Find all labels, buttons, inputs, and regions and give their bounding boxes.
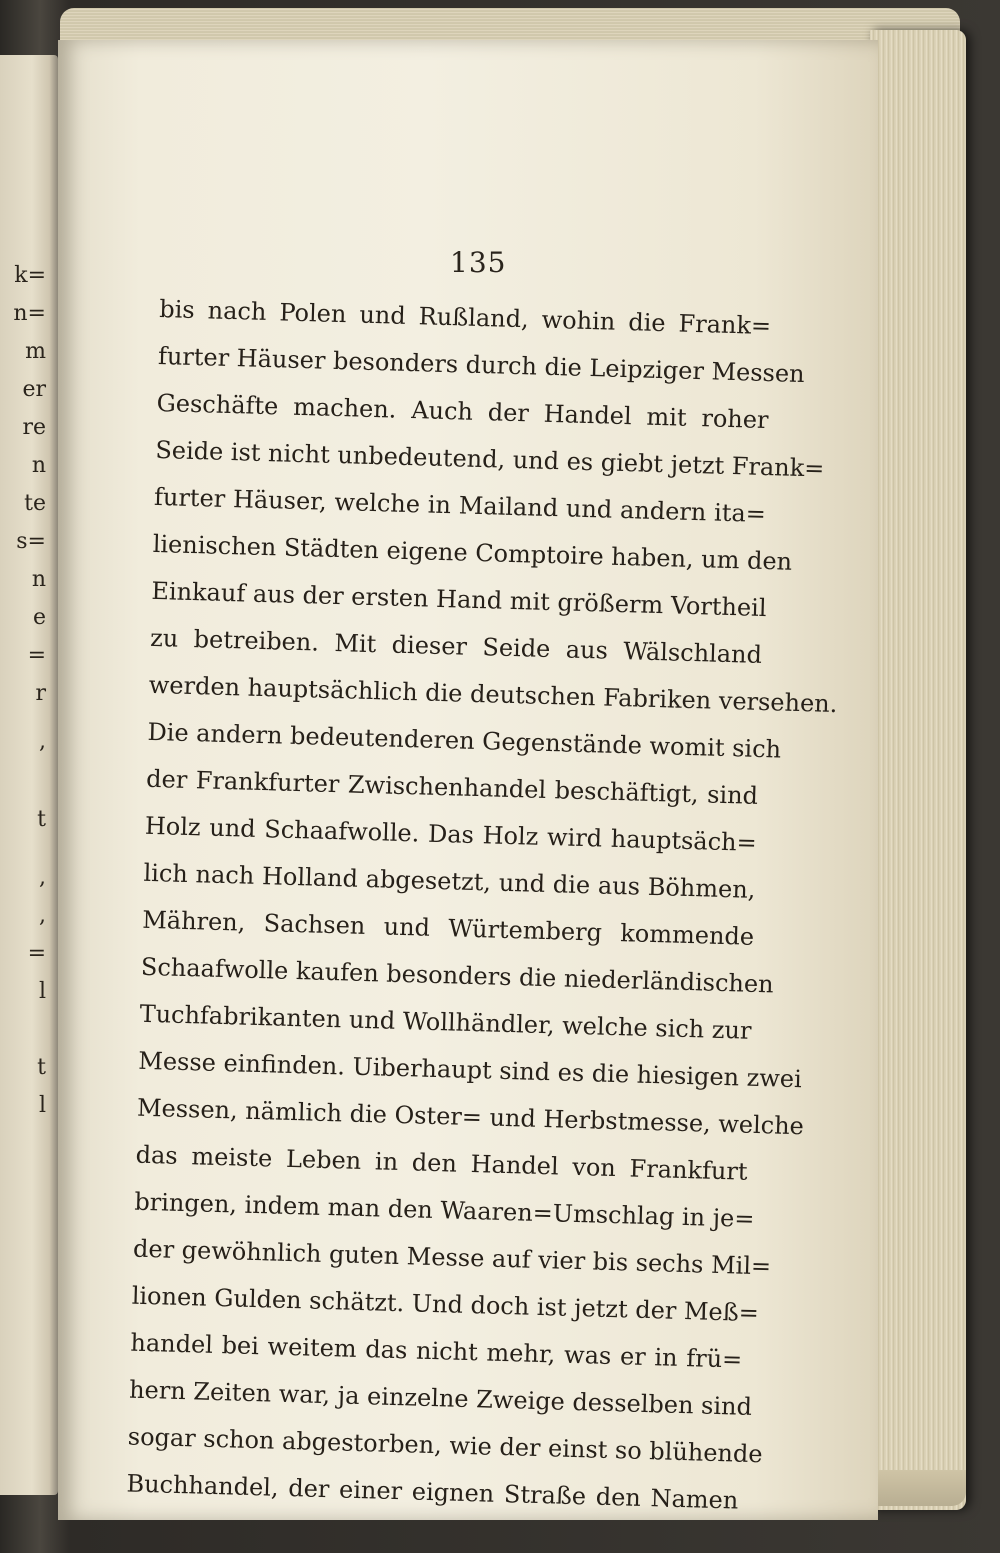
left-page-fragment: t <box>37 1055 46 1080</box>
text-line: lionen Gulden schätzt. Und doch ist jetzt der Meß= <box>131 1281 760 1328</box>
left-page-fragment: t <box>37 807 46 832</box>
text-line: hern Zeiten war, ja einzelne Zweige desselben sind <box>128 1375 753 1421</box>
left-page-fragment: re <box>22 415 46 440</box>
text-line: Tuchfabrikanten und Wollhändler, welche sich zur <box>139 999 752 1045</box>
text-line: Messe einfinden. Uiberhaupt sind es die hiesigen zwei <box>137 1046 803 1094</box>
left-page-fragment: l <box>38 979 46 1004</box>
text-line: Einkauf aus der ersten Hand mit größerm Vortheil <box>151 576 767 623</box>
text-line: furter Häuser besonders durch die Leipziger Messen <box>157 341 805 389</box>
left-page-fragment: , <box>39 903 46 928</box>
text-line: Geschäfte machen. Auch der Handel mit roher <box>156 388 769 435</box>
left-page-fragment: n <box>31 567 46 592</box>
text-line: der Frankfurter Zwischenhandel beschäftigt, sind <box>145 764 759 810</box>
text-line: zu betreiben. Mit dieser Seide aus Wälschland <box>149 623 763 669</box>
text-line: Mähren, Sachsen und Würtemberg kommende <box>141 905 755 951</box>
text-line: Buchhandel, der einer eignen Straße den Namen <box>126 1469 739 1515</box>
text-line: Die andern bedeutenderen Gegenstände womit sich <box>147 717 782 764</box>
left-page-fragment: l <box>38 1093 46 1118</box>
page-number: 135 <box>450 246 507 279</box>
text-line: der gewöhnlich guten Messe auf vier bis sechs Mil= <box>132 1234 772 1281</box>
text-line: furter Häuser, welche in Mailand und andern ita= <box>153 482 767 529</box>
text-line: bringen, indem man den Waaren=Umschlag in je= <box>134 1187 755 1233</box>
book-page <box>58 40 878 1520</box>
text-line: lienischen Städten eigene Comptoire haben, um den <box>152 529 793 576</box>
text-line: Messen, nämlich die Oster= und Herbstmesse, welche <box>136 1093 805 1141</box>
text-line: das meiste Leben in den Handel von Frankfurt <box>135 1140 748 1186</box>
page-block-fore-edge <box>870 30 966 1510</box>
left-page-fragment: m <box>25 339 46 364</box>
text-line: werden hauptsächlich die deutschen Fabriken versehen. <box>148 670 838 719</box>
left-page-fragment: , <box>39 865 46 890</box>
left-page-fragment: te <box>24 491 46 516</box>
text-line: bis nach Polen und Rußland, wohin die Frank= <box>158 294 772 341</box>
text-line: handel bei weitem das nicht mehr, was er in frü= <box>130 1328 743 1374</box>
left-page-fragment: er <box>22 377 46 402</box>
left-page-fragment: k= <box>14 263 46 288</box>
left-page-fragment: = <box>27 643 46 668</box>
text-line: Schaafwolle kaufen besonders die niederländischen <box>140 952 775 999</box>
left-page <box>0 55 58 1495</box>
left-page-fragment: n <box>31 453 46 478</box>
left-page-fragment: s= <box>16 529 46 554</box>
left-page-fragment: r <box>35 681 46 706</box>
left-page-fragment: e <box>32 605 46 630</box>
left-page-fragment: , <box>39 729 46 754</box>
text-line: sogar schon abgestorben, wie der einst so blühende <box>127 1422 763 1469</box>
left-page-fragment: = <box>27 941 46 966</box>
text-line: Holz und Schaafwolle. Das Holz wird hauptsäch= <box>144 811 758 857</box>
text-line: lich nach Holland abgesetzt, und die aus Böhmen, <box>143 858 756 904</box>
left-page-fragment: n= <box>13 301 46 326</box>
body-text <box>126 286 838 1525</box>
text-line: Seide ist nicht unbedeutend, und es giebt jetzt Frank= <box>155 435 825 483</box>
